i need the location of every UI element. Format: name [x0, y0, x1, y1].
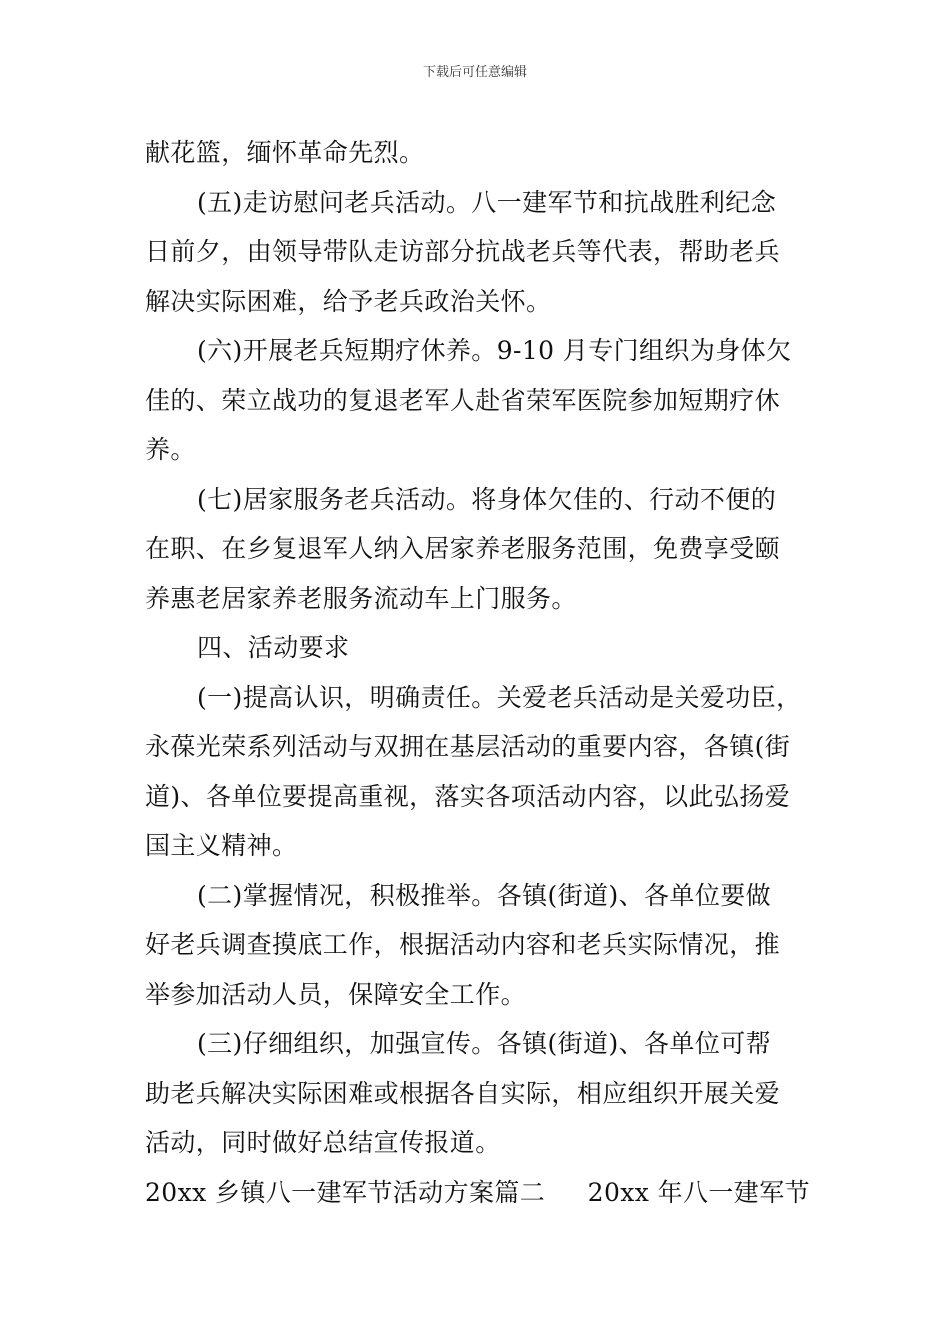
text-line: (五)走访慰问老兵活动。八一建军节和抗战胜利纪念 — [197, 187, 777, 217]
text-line: 永葆光荣系列活动与双拥在基层活动的重要内容，各镇(街 — [145, 732, 791, 761]
text-line: (七)居家服务老兵活动。将身体欠佳的、行动不便的 — [197, 484, 777, 514]
text-line: 助老兵解决实际困难或根据各自实际，相应组织开展关爱 — [145, 1078, 781, 1108]
text-line: 道)、各单位要提高重视，落实各项活动内容，以此弘扬爱 — [145, 781, 791, 811]
text-line: (一)提高认识，明确责任。关爱老兵活动是关爱功臣， — [197, 682, 802, 712]
text-line: 好老兵调查摸底工作，根据活动内容和老兵实际情况，推 — [145, 930, 781, 959]
text-line: (三)仔细组织，加强宣传。各镇(街道)、各单位可帮 — [197, 1029, 772, 1058]
text-line: 佳的、荣立战功的复退老军人赴省荣军医院参加短期疗休 — [145, 385, 781, 415]
text-line: 国主义精神。 — [145, 831, 298, 860]
section-title-line — [145, 1168, 810, 1218]
section-title-right: 20xx 年八一建军节 — [587, 1177, 810, 1207]
text-line: 献花篮，缅怀革命先烈。 — [145, 138, 425, 167]
page-header: 下载后可任意编辑 — [422, 65, 527, 80]
text-line: 养。 — [145, 435, 196, 464]
text-line: 在职、在乡复退军人纳入居家养老服务范围，免费享受颐 — [145, 534, 781, 563]
text-line: (二)掌握情况，积极推举。各镇(街道)、各单位要做 — [197, 880, 772, 910]
text-line: 解决实际困难，给予老兵政治关怀。 — [145, 286, 552, 316]
section-title-left: 20xx 乡镇八一建军节活动方案篇二 — [145, 1177, 546, 1207]
text-line: 活动，同时做好总结宣传报道。 — [145, 1128, 501, 1157]
document-body — [145, 128, 810, 1217]
text-line: 日前夕，由领导带队走访部分抗战老兵等代表，帮助老兵 — [145, 237, 781, 266]
text-line: (六)开展老兵短期疗休养。9-10 月专门组织为身体欠 — [197, 336, 792, 365]
section-heading: 四、活动要求 — [197, 633, 350, 662]
text-line: 举参加活动人员，保障安全工作。 — [145, 979, 527, 1009]
text-line: 养惠老居家养老服务流动车上门服务。 — [145, 583, 577, 613]
